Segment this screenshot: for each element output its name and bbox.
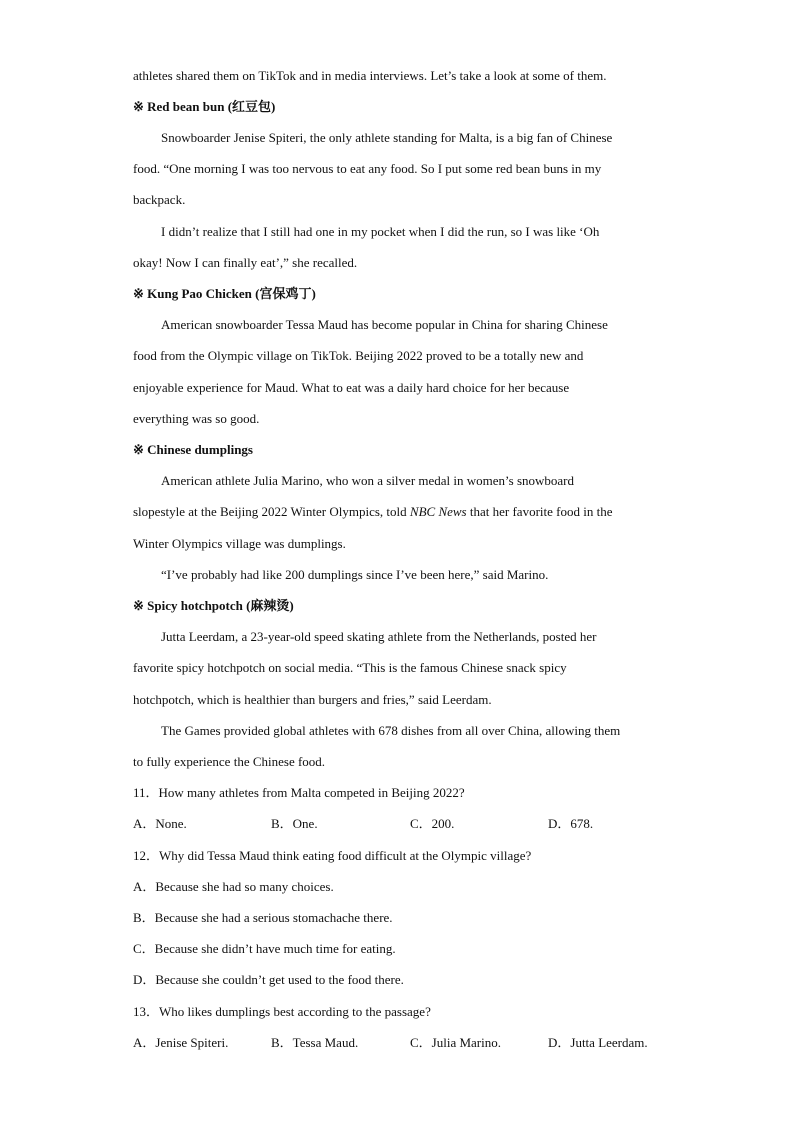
paragraph-line: food. “One morning I was too nervous to eat any food. So I put some red bean buns in my — [133, 161, 602, 176]
option-c: C．Because she didn’t have much time for eating. — [133, 941, 396, 956]
question-stem-11: 11．How many athletes from Malta competed in Beijing 2022? — [133, 785, 465, 800]
option-d: D．Jutta Leerdam. — [548, 1035, 648, 1050]
option-d: D．Because she couldn’t get used to the food there. — [133, 972, 404, 987]
passage-intro-line: athletes shared them on TikTok and in media interviews. Let’s take a look at some of them. — [133, 68, 607, 83]
question-stem-13: 13．Who likes dumplings best according to the passage? — [133, 1004, 431, 1019]
paragraph-line: American athlete Julia Marino, who won a silver medal in women’s snowboard — [161, 473, 575, 488]
paragraph-line: food from the Olympic village on TikTok. Beijing 2022 proved to be a totally new and — [133, 348, 584, 363]
section-heading-spicy-hotchpotch: ※ Spicy hotchpotch (麻辣烫) — [133, 598, 294, 613]
section-heading-chinese-dumplings: ※ Chinese dumplings — [133, 442, 253, 457]
section-heading-red-bean-bun: ※ Red bean bun (红豆包) — [133, 99, 276, 114]
option-a: A．Jenise Spiteri. — [133, 1035, 229, 1050]
option-b: B．One. — [271, 816, 318, 831]
paragraph-line: American snowboarder Tessa Maud has become popular in China for sharing Chinese — [161, 317, 608, 332]
paragraph-line: everything was so good. — [133, 411, 260, 426]
paragraph-line — [133, 503, 612, 521]
option-c: C．200. — [410, 816, 455, 831]
question-stem-12: 12．Why did Tessa Maud think eating food difficult at the Olympic village? — [133, 848, 532, 863]
paragraph-text: that her favorite food in the — [466, 504, 613, 519]
paragraph-text: slopestyle at the Beijing 2022 Winter Olympics, told — [133, 504, 407, 519]
paragraph-line: Winter Olympics village was dumplings. — [133, 536, 346, 551]
paragraph-line: to fully experience the Chinese food. — [133, 754, 326, 769]
section-heading-kung-pao-chicken: ※ Kung Pao Chicken (宫保鸡丁) — [133, 286, 316, 301]
paragraph-line: favorite spicy hotchpotch on social media. “This is the famous Chinese snack spicy — [133, 660, 567, 675]
option-d: D．678. — [548, 816, 594, 831]
option-a: A．None. — [133, 816, 187, 831]
option-b: B．Tessa Maud. — [271, 1035, 359, 1050]
paragraph-line: “I’ve probably had like 200 dumplings since I’ve been here,” said Marino. — [161, 567, 549, 582]
paragraph-line: okay! Now I can finally eat’,” she recalled. — [133, 255, 358, 270]
paragraph-line: I didn’t realize that I still had one in my pocket when I did the run, so I was like ‘Oh — [161, 224, 600, 239]
paragraph-line: enjoyable experience for Maud. What to eat was a daily hard choice for her because — [133, 380, 570, 395]
paragraph-line: The Games provided global athletes with 678 dishes from all over China, allowing them — [161, 723, 621, 738]
paragraph-line: hotchpotch, which is healthier than burgers and fries,” said Leerdam. — [133, 692, 492, 707]
option-b: B．Because she had a serious stomachache there. — [133, 910, 393, 925]
paragraph-line: Jutta Leerdam, a 23-year-old speed skating athlete from the Netherlands, posted her — [161, 629, 597, 644]
nbc-news-italic: NBC News — [409, 504, 467, 519]
paragraph-line: backpack. — [133, 192, 186, 207]
option-c: C．Julia Marino. — [410, 1035, 501, 1050]
paragraph-line: Snowboarder Jenise Spiteri, the only athlete standing for Malta, is a big fan of Chinese — [161, 130, 613, 145]
option-a: A．Because she had so many choices. — [133, 879, 334, 894]
